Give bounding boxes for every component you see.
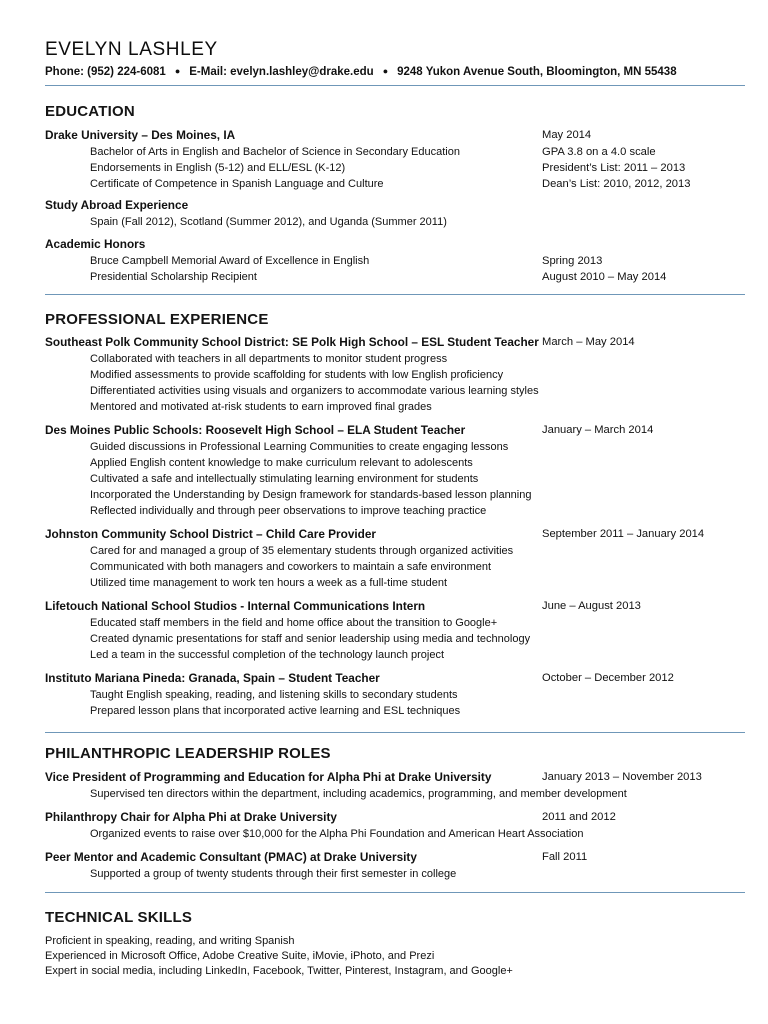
section-title: PROFESSIONAL EXPERIENCE — [45, 311, 269, 328]
duty-line: Utilized time management to work ten hours a week as a full-time student — [90, 577, 448, 589]
skill-line: Experienced in Microsoft Office, Adobe Creative Suite, iMovie, iPhoto, and Prezi — [45, 950, 435, 962]
duty-line: Led a team in the successful completion of the technology launch project — [90, 649, 445, 661]
duty-line: Cultivated a safe and intellectually stimulating learning environment for students — [90, 473, 479, 485]
job-heading: Lifetouch National School Studios - Internal Communications Intern — [45, 599, 426, 613]
section-title: EDUCATION — [45, 103, 135, 120]
job-heading: Johnston Community School District – Child Care Provider — [45, 527, 377, 541]
skill-line: Proficient in speaking, reading, and writing Spanish — [45, 935, 295, 947]
skill-line: Expert in social media, including LinkedIn, Facebook, Twitter, Pinterest, Instagram, and Google+ — [45, 965, 513, 977]
section-title: PHILANTHROPIC LEADERSHIP ROLES — [45, 745, 331, 762]
entry-date: Fall 2011 — [542, 851, 588, 863]
detail-line: Bruce Campbell Memorial Award of Excellence in English Spring 2013 — [90, 255, 603, 267]
duty-line: Created dynamic presentations for staff and senior leadership using media and technology — [90, 633, 531, 645]
section-divider — [45, 732, 745, 733]
entry-date: October – December 2012 — [542, 672, 674, 684]
duty-line: Prepared lesson plans that incorporated active learning and ESL techniques — [90, 705, 461, 717]
detail-line: Bachelor of Arts in English and Bachelor of Science in Secondary Education GPA 3.8 on a 4.0 scale — [90, 146, 656, 158]
candidate-name: EVELYN LASHLEY — [45, 39, 218, 60]
section-title: TECHNICAL SKILLS — [45, 909, 193, 926]
duty-line: Communicated with both managers and coworkers to maintain a safe environment — [90, 561, 492, 573]
role-entry — [45, 769, 745, 802]
job-entry — [45, 526, 745, 591]
job-entry — [45, 598, 745, 663]
skills-list — [45, 934, 745, 979]
job-heading: Instituto Mariana Pineda: Granada, Spain – Student Teacher — [45, 671, 380, 685]
entry-date: 2011 and 2012 — [542, 811, 616, 823]
duty-line: Educated staff members in the field and home office about the transition to Google+ — [90, 617, 498, 629]
entry-date: September 2011 – January 2014 — [542, 528, 705, 540]
email: E-Mail: evelyn.lashley@drake.edu — [189, 66, 374, 78]
education-entry — [45, 127, 745, 192]
duty-line: Collaborated with teachers in all departments to monitor student progress — [90, 353, 448, 365]
section-divider — [45, 892, 745, 893]
contact-line — [45, 63, 745, 79]
duty-line: Organized events to raise over $10,000 for the Alpha Phi Foundation and American Heart Association — [90, 828, 584, 840]
role-entry — [45, 809, 745, 842]
role-entry — [45, 849, 745, 882]
entry-date: January – March 2014 — [542, 424, 654, 436]
phone: Phone: (952) 224-6081 — [45, 66, 166, 78]
duty-line: Applied English content knowledge to make curriculum relevant to adolescents — [90, 457, 473, 469]
experience-section — [45, 310, 745, 719]
duty-line: Guided discussions in Professional Learning Communities to create engaging lessons — [90, 441, 509, 453]
role-heading: Vice President of Programming and Education for Alpha Phi at Drake University — [45, 770, 492, 784]
duty-line: Incorporated the Understanding by Design framework for standards-based lesson planning — [90, 489, 532, 501]
job-entry — [45, 422, 745, 519]
skills-section — [45, 908, 745, 979]
role-heading: Philanthropy Chair for Alpha Phi at Drake University — [45, 810, 337, 824]
duty-line: Differentiated activities using visuals and organizers to accommodate various learning styles — [90, 385, 539, 397]
leadership-section — [45, 744, 745, 882]
entry-heading: Study Abroad Experience — [45, 198, 189, 212]
address: 9248 Yukon Avenue South, Bloomington, MN 55438 — [397, 66, 677, 78]
section-divider — [45, 294, 745, 295]
duty-line: Supported a group of twenty students through their first semester in college — [90, 868, 457, 880]
education-section — [45, 102, 745, 285]
education-entry — [45, 236, 745, 285]
detail-line: Spain (Fall 2012), Scotland (Summer 2012), and Uganda (Summer 2011) — [90, 216, 447, 228]
entry-date: January 2013 – November 2013 — [542, 771, 702, 783]
job-heading: Des Moines Public Schools: Roosevelt High School – ELA Student Teacher — [45, 423, 466, 437]
job-entry — [45, 670, 745, 719]
education-entry — [45, 197, 745, 230]
detail-line: Certificate of Competence in Spanish Language and Culture Dean’s List: 2010, 2012, 2013 — [90, 178, 691, 190]
detail-line: Presidential Scholarship Recipient August 2010 – May 2014 — [90, 271, 667, 283]
duty-line: Supervised ten directors within the department, including academics, programming, and member development — [90, 788, 627, 800]
duty-line: Cared for and managed a group of 35 elementary students through organized activities — [90, 545, 514, 557]
entry-date: May 2014 — [542, 129, 592, 141]
duty-line: Reflected individually and through peer observations to improve teaching practice — [90, 505, 487, 517]
bullet-separator: ● — [382, 66, 389, 76]
detail-line: Endorsements in English (5-12) and ELL/ESL (K-12) President’s List: 2011 – 2013 — [90, 162, 686, 174]
duty-line: Mentored and motivated at-risk students to earn improved final grades — [90, 401, 432, 413]
entry-date: March – May 2014 — [542, 336, 635, 348]
bullet-separator: ● — [174, 66, 181, 76]
resume-page — [45, 38, 745, 977]
section-divider — [45, 85, 745, 86]
school-heading: Drake University – Des Moines, IA — [45, 128, 236, 142]
job-entry — [45, 334, 745, 415]
role-heading: Peer Mentor and Academic Consultant (PMAC) at Drake University — [45, 850, 417, 864]
entry-heading: Academic Honors — [45, 237, 146, 251]
duty-line: Modified assessments to provide scaffolding for students with low English proficiency — [90, 369, 504, 381]
entry-date: June – August 2013 — [542, 600, 641, 612]
job-heading: Southeast Polk Community School District: SE Polk High School – ESL Student Teacher — [45, 335, 539, 349]
duty-line: Taught English speaking, reading, and listening skills to secondary students — [90, 689, 458, 701]
